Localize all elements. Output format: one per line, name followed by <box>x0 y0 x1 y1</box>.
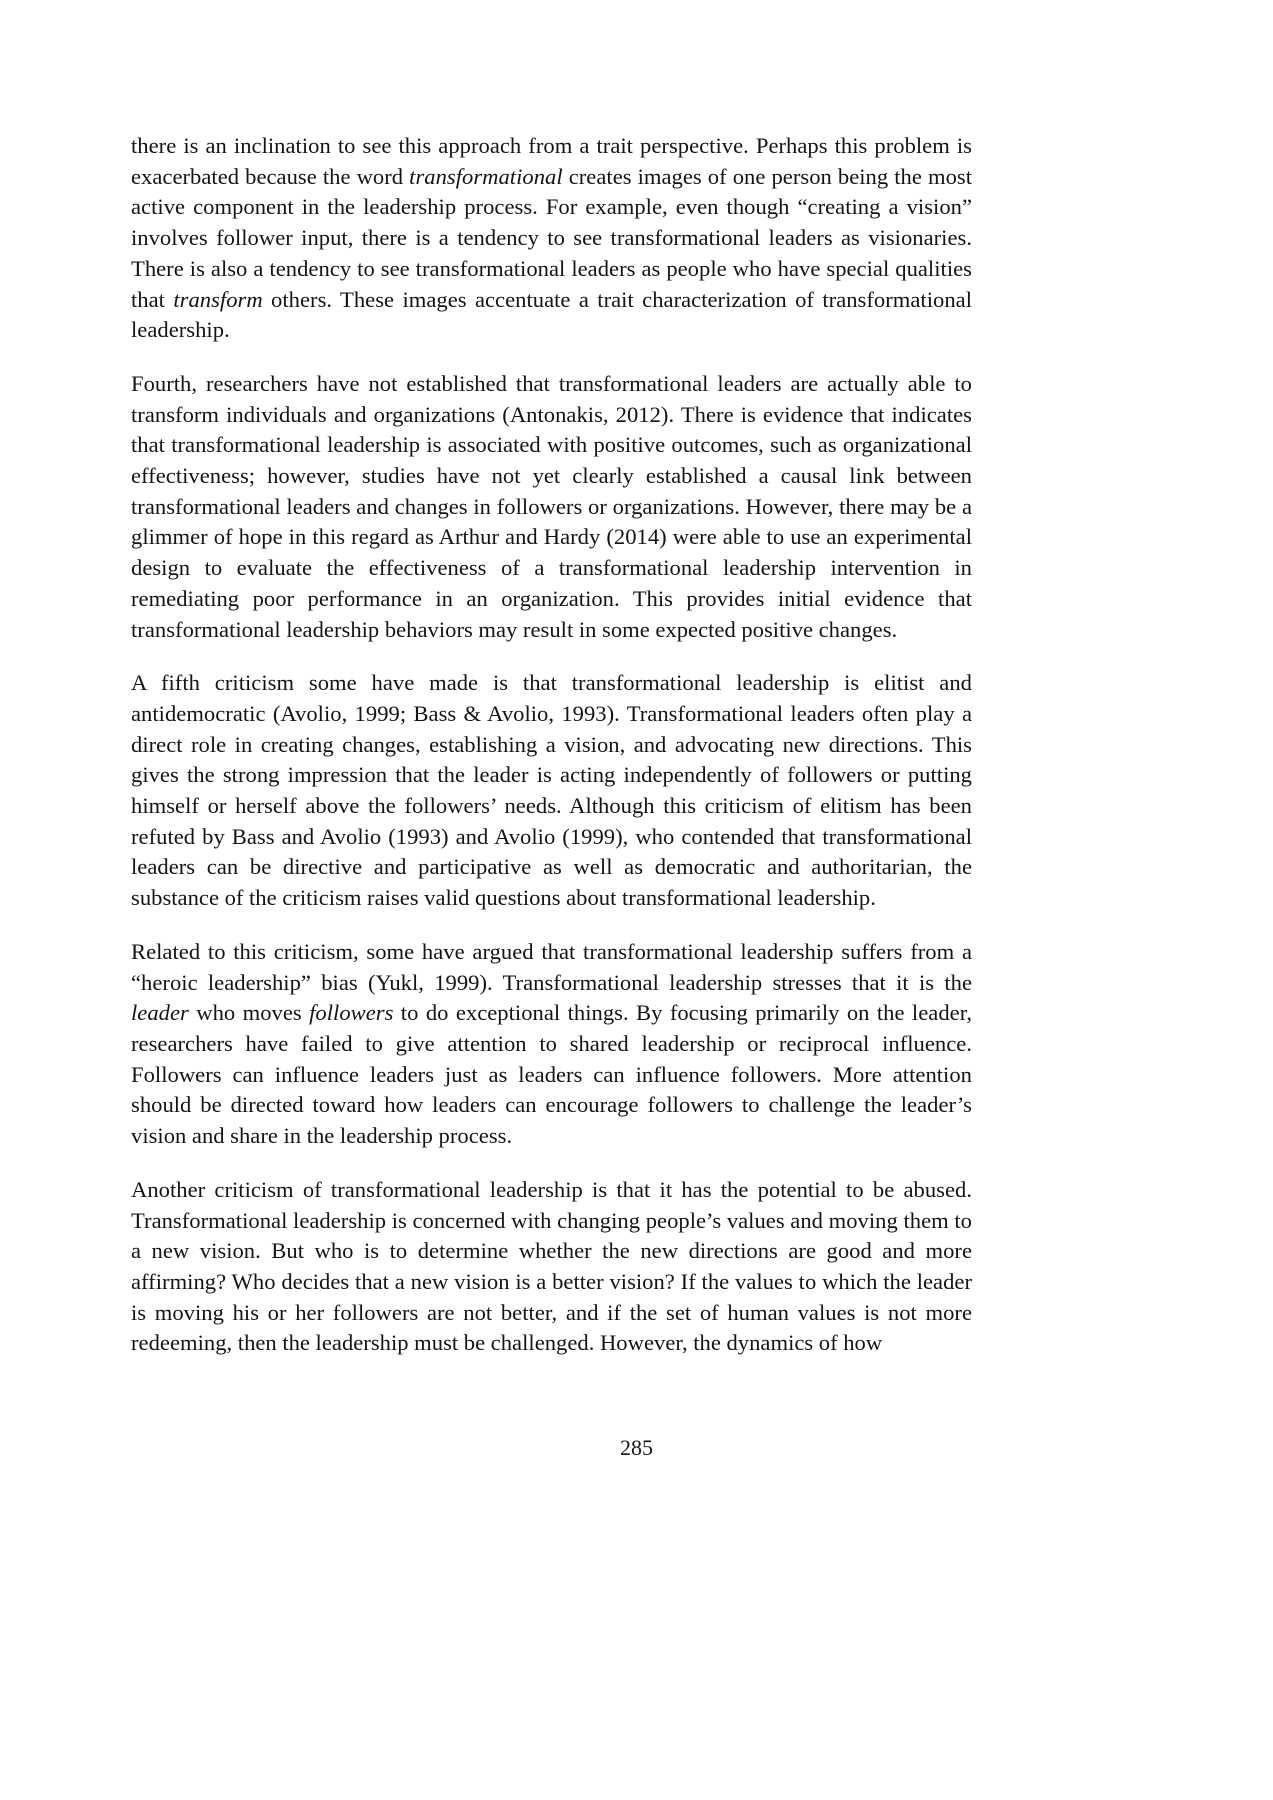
paragraph-5: Another criticism of transformational leadership is that it has the potential to be abused. Transformational leadership is concerned with changing people’s values and moving them to a new vision. But who is to determine whether the new directions are good and more affirming? Who decides that a new vision is a better vision? If the values to which the leader is moving his or her followers are not better, and if the set of human values is not more redeeming, then the leadership must be challenged. However, the dynamics of how <box>131 1176 972 1356</box>
paragraph-2: Fourth, researchers have not established that transformational leaders are actually able to transform individuals and organizations (Antonakis, 2012). There is evidence that indicates that transformational leadership is associated with positive outcomes, such as organizational effectiveness; however, studies have not yet clearly established a causal link between transformational leaders and changes in followers or organizations. However, there may be a glimmer of hope in this regard as Arthur and Hardy (2014) were able to use an experimental design to evaluate the effectiveness of a transformational leadership intervention in remediating poor performance in an organization. This provides initial evidence that transformational leadership behaviors may result in some expected positive changes. <box>131 370 972 642</box>
paragraph-3: A fifth criticism some have made is that transformational leadership is elitist and antidemocratic (Avolio, 1999; Bass & Avolio, 1993). Transformational leaders often play a direct role in creating changes, establishing a vision, and advocating new directions. This gives the strong impression that the leader is acting independently of followers or putting himself or herself above the followers’ needs. Although this criticism of elitism has been refuted by Bass and Avolio (1993) and Avolio (1999), who contended that transformational leaders can be directive and participative as well as democratic and authoritarian, the substance of the criticism raises valid questions about transformational leadership. <box>131 670 972 911</box>
emphasized-term: leader <box>131 1000 189 1026</box>
body-text-column <box>131 131 972 1359</box>
paragraph-4: Related to this criticism, some have argued that transformational leadership suffers from a “heroic leadership” bias (Yukl, 1999). Transformational leadership stresses that it is the leader who moves followers to do exceptional things. By focusing primarily on the leader, researchers have failed to give attention to shared leadership or reciprocal influence. Followers can influence leaders just as leaders can influence followers. More attention should be directed toward how leaders can encourage followers to challenge the leader’s vision and share in the leadership process. <box>131 938 973 1149</box>
emphasized-term: followers <box>309 1000 394 1026</box>
page-number: 285 <box>620 1435 653 1460</box>
emphasized-term: transformational <box>409 163 563 189</box>
paragraph-1: there is an inclination to see this approach from a trait perspective. Perhaps this problem is exacerbated because the word transformational creates images of one person being the most active component in the leadership process. For example, even though “creating a vision” involves follower input, there is a tendency to see transformational leaders as visionaries. There is also a tendency to see transformational leaders as people who have special qualities that transform others. These images accentuate a trait characterization of transformational leadership. <box>131 133 972 343</box>
emphasized-term: transform <box>173 286 263 312</box>
